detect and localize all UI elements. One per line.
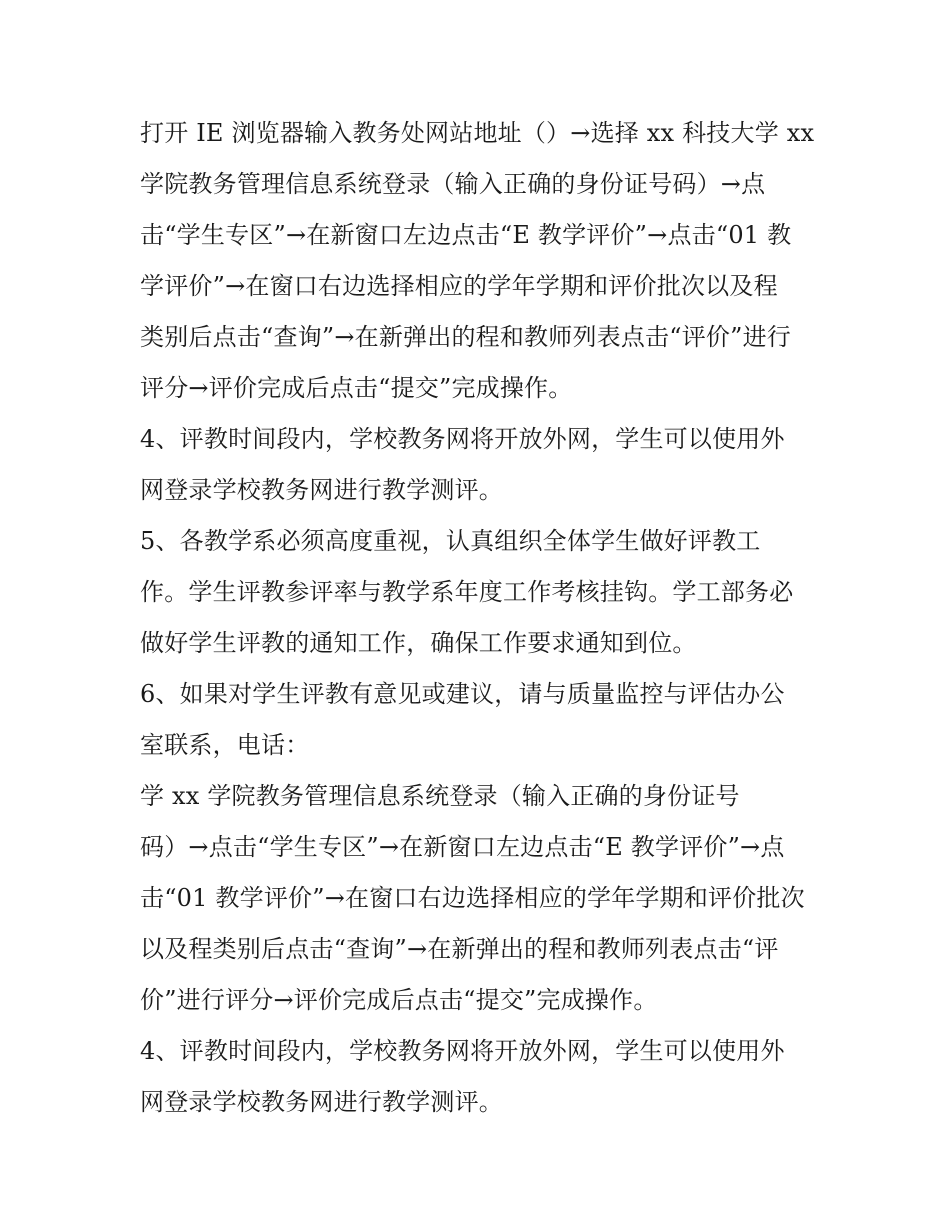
text-line: 6、如果对学生评教有意见或建议，请与质量监控与评估办公 (140, 680, 785, 708)
text-line: 击“01 教学评价”→在窗口右边选择相应的学年学期和评价批次 (140, 884, 805, 912)
text-line: 学 xx 学院教务管理信息系统登录（输入正确的身份证号 (140, 782, 740, 810)
text-line: 网登录学校教务网进行教学测评。 (140, 476, 503, 504)
text-line: 学院教务管理信息系统登录（输入正确的身份证号码）→点 (140, 170, 766, 198)
text-line: 网登录学校教务网进行教学测评。 (140, 1088, 503, 1116)
text-line: 评分→评价完成后点击“提交”完成操作。 (140, 374, 573, 402)
text-line: 室联系，电话： (140, 731, 310, 759)
text-line: 5、各教学系必须高度重视，认真组织全体学生做好评教工 (140, 527, 761, 555)
text-line: 4、评教时间段内，学校教务网将开放外网，学生可以使用外 (140, 425, 785, 453)
text-line: 做好学生评教的通知工作，确保工作要求通知到位。 (140, 629, 697, 657)
text-line: 类别后点击“查询”→在新弹出的程和教师列表点击“评价”进行 (140, 323, 791, 351)
text-line: 以及程类别后点击“查询”→在新弹出的程和教师列表点击“评 (140, 935, 779, 963)
text-line: 打开 IE 浏览器输入教务处网站地址（）→选择 xx 科技大学 xx (140, 119, 815, 147)
document-body (140, 108, 830, 1128)
text-line: 价”进行评分→评价完成后点击“提交”完成操作。 (140, 986, 658, 1014)
text-line: 4、评教时间段内，学校教务网将开放外网，学生可以使用外 (140, 1037, 785, 1065)
text-line: 作。学生评教参评率与教学系年度工作考核挂钩。学工部务必 (140, 578, 794, 606)
text-line: 码）→点击“学生专区”→在新窗口左边点击“E 教学评价”→点 (140, 833, 785, 861)
text-line: 学评价”→在窗口右边选择相应的学年学期和评价批次以及程 (140, 272, 778, 300)
text-line: 击“学生专区”→在新窗口左边点击“E 教学评价”→点击“01 教 (140, 221, 792, 249)
